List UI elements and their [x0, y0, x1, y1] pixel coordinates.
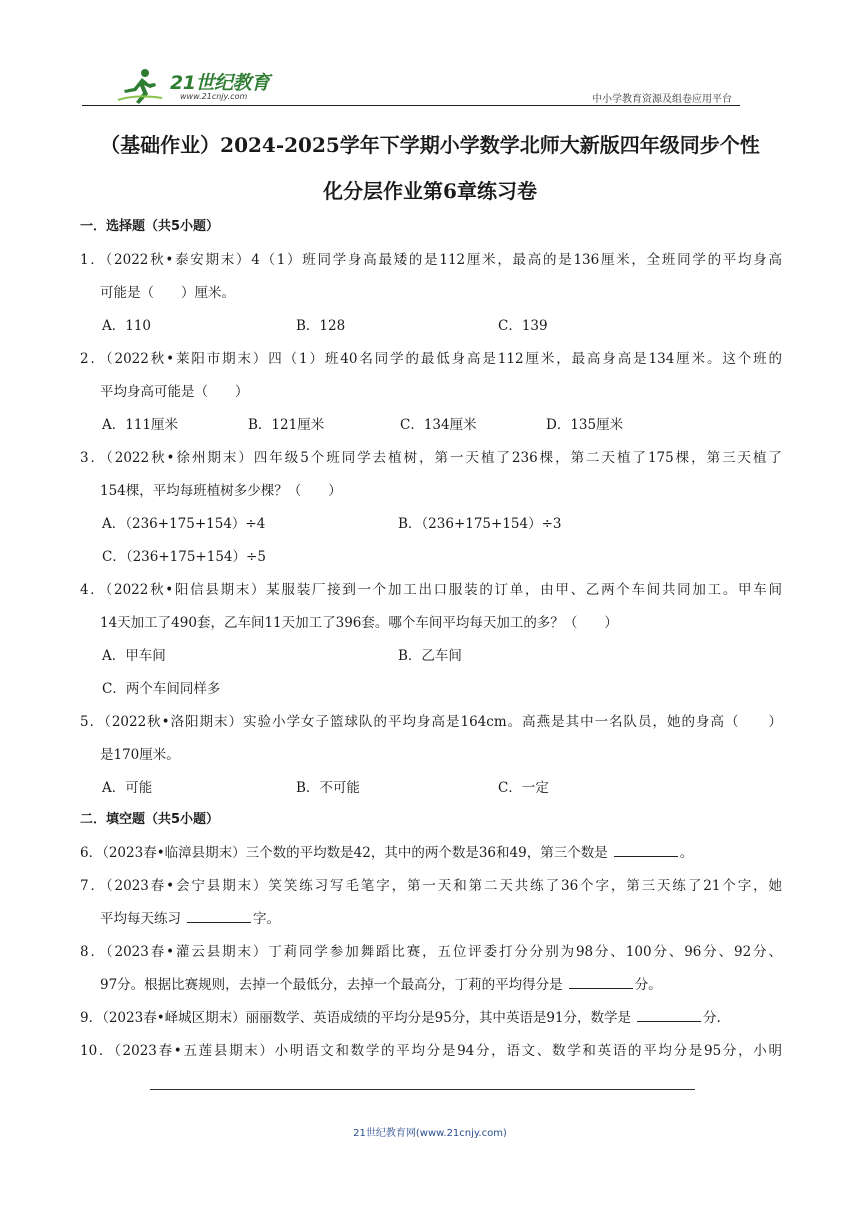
option-c[interactable]: C．134厘米 — [400, 417, 477, 433]
answer-blank[interactable] — [637, 1007, 701, 1022]
options-row — [80, 409, 782, 442]
question-text: 是170厘米。 — [100, 747, 180, 763]
question-1 — [80, 244, 782, 310]
options-row — [80, 772, 782, 805]
question-text: 14天加工了490套，乙车间11天加工了396套。哪个车间平均每天加工的多？（ ） — [100, 615, 618, 631]
question-suffix: 分。 — [634, 977, 662, 993]
option-b[interactable]: B．不可能 — [296, 780, 360, 796]
question-3 — [80, 442, 782, 508]
page-header — [80, 62, 740, 108]
footer-link[interactable]: 21世纪教育网(www.21cnjy.com) — [353, 1128, 507, 1139]
runner-logo-icon — [116, 66, 166, 106]
answer-blank[interactable] — [569, 974, 633, 989]
question-text: 7．（2023春•会宁县期末）笑笑练习写毛笔字，第一天和第二天共练了36个字，第三天练了21个字，她 — [80, 878, 782, 894]
question-2 — [80, 343, 782, 409]
options-row — [80, 640, 782, 673]
options-row — [80, 673, 782, 706]
question-text: 4．（2022秋•阳信县期末）某服装厂接到一个加工出口服装的订单，由甲、乙两个车间共同加工。甲车间 — [80, 582, 782, 598]
question-4 — [80, 574, 782, 640]
question-10 — [80, 1035, 782, 1068]
document-title — [40, 122, 820, 214]
platform-tagline: 中小学教育资源及组卷应用平台 — [592, 94, 732, 105]
question-text: 平均每天练习 — [100, 911, 181, 927]
question-text: 5．（2022秋•洛阳期末）实验小学女子篮球队的平均身高是164cm。高燕是其中一名队员，她的身高（ ） — [80, 714, 782, 730]
option-b[interactable]: B．128 — [296, 318, 346, 334]
question-suffix: 分. — [703, 1010, 721, 1026]
question-text: 10．（2023春•五莲县期末）小明语文和数学的平均分是94分，语文、数学和英语的平均分是95分，小明 — [80, 1043, 782, 1059]
question-8 — [80, 936, 782, 1002]
logo-text: 21世纪教育 — [170, 72, 270, 94]
question-text: 平均身高可能是（ ） — [100, 384, 249, 400]
question-6 — [80, 837, 782, 870]
answer-blank[interactable] — [187, 908, 251, 923]
option-a[interactable]: A．可能 — [102, 780, 153, 796]
option-c[interactable]: C．两个车间同样多 — [102, 681, 221, 697]
header-divider — [82, 105, 740, 106]
title-line-1: （基础作业）2024-2025学年下学期小学数学北师大新版四年级同步个性 — [100, 133, 760, 157]
question-text: 3．（2022秋•徐州期末）四年级5个班同学去植树，第一天植了236棵，第二天植了175棵，第三天植了 — [80, 450, 782, 466]
title-line-2: 化分层作业第6章练习卷 — [323, 179, 537, 203]
option-b[interactable]: B．（236+175+154）÷3 — [398, 516, 562, 532]
question-text: 9．（2023春•峄城区期末）丽丽数学、英语成绩的平均分是95分，其中英语是91分，数学是 — [80, 1010, 632, 1026]
question-text: 154棵，平均每班植树多少棵？（ ） — [100, 483, 342, 499]
options-row — [80, 310, 782, 343]
option-c[interactable]: C．一定 — [498, 780, 549, 796]
question-text: 1．（2022秋•泰安期末）4（1）班同学身高最矮的是112厘米，最高的是136厘米，全班同学的平均身高 — [80, 252, 782, 268]
option-c[interactable]: C．139 — [498, 318, 548, 334]
option-a[interactable]: A．（236+175+154）÷4 — [102, 516, 266, 532]
option-b[interactable]: B．乙车间 — [398, 648, 462, 664]
section-choice-title: 一．选择题（共5小题） — [80, 219, 220, 234]
question-7 — [80, 870, 782, 936]
logo-url: www.21cnjy.com — [180, 92, 248, 101]
section-fill-title: 二．填空题（共5小题） — [80, 812, 220, 827]
question-text: 2．（2022秋•莱阳市期末）四（1）班40名同学的最低身高是112厘米，最高身高是134厘米。这个班的 — [80, 351, 782, 367]
option-a[interactable]: A．111厘米 — [102, 417, 179, 433]
question-9 — [80, 1002, 782, 1035]
answer-blank[interactable] — [614, 842, 678, 857]
question-5 — [80, 706, 782, 772]
option-b[interactable]: B．121厘米 — [248, 417, 325, 433]
option-a[interactable]: A．110 — [102, 318, 152, 334]
options-row — [80, 508, 782, 541]
document-body — [80, 212, 782, 1068]
question-suffix: 。 — [679, 845, 694, 861]
question-text: 8．（2023春•灌云县期末）丁莉同学参加舞蹈比赛，五位评委打分分别为98分、100分、96分、92分、 — [80, 944, 782, 960]
question-text: 97分。根据比赛规则，去掉一个最低分，去掉一个最高分，丁莉的平均得分是 — [100, 977, 563, 993]
option-a[interactable]: A．甲车间 — [102, 648, 166, 664]
option-d[interactable]: D．135厘米 — [546, 417, 624, 433]
question-text: 6．（2023春•临漳县期末）三个数的平均数是42，其中的两个数是36和49，第三个数是 — [80, 845, 608, 861]
site-logo — [116, 66, 336, 106]
option-c[interactable]: C．（236+175+154）÷5 — [102, 549, 266, 565]
options-row — [80, 541, 782, 574]
question-suffix: 字。 — [253, 911, 280, 927]
question-text: 可能是（ ）厘米。 — [100, 285, 235, 301]
footer-divider — [150, 1089, 695, 1090]
